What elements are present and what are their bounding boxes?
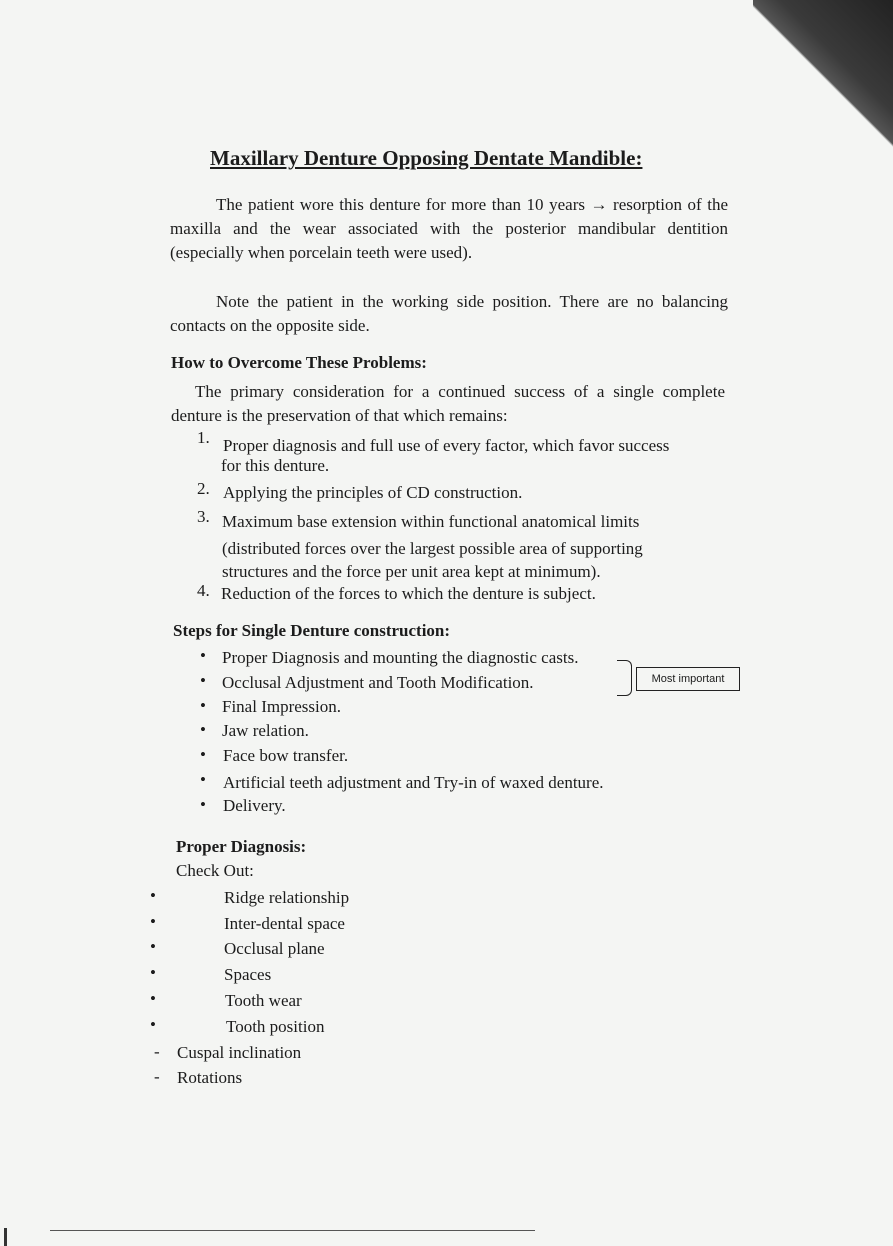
- bullet: •: [200, 671, 206, 690]
- list-item: Applying the principles of CD construction.: [223, 483, 523, 502]
- list-item: for this denture.: [221, 456, 330, 475]
- overcome-heading: How to Overcome These Problems:: [171, 353, 427, 372]
- footer-rule: [50, 1230, 535, 1231]
- diagnosis-dash-item: Cuspal inclination: [177, 1043, 302, 1062]
- bullet: •: [150, 937, 156, 956]
- diagnosis-item: Inter-dental space: [224, 914, 345, 933]
- list-item: (distributed forces over the largest possible area of supporting: [222, 539, 643, 558]
- list-item: Maximum base extension within functional anatomical limits: [222, 512, 640, 531]
- bullet: •: [200, 770, 206, 789]
- list-item: structures and the force per unit area kept at minimum).: [222, 562, 601, 581]
- steps-item: Jaw relation.: [222, 721, 309, 740]
- diagnosis-dash-item: Rotations: [177, 1068, 243, 1087]
- steps-item: Face bow transfer.: [223, 746, 349, 765]
- page-title: Maxillary Denture Opposing Dentate Mandible:: [210, 146, 643, 170]
- bullet: •: [150, 963, 156, 982]
- steps-item: Delivery.: [223, 796, 286, 815]
- steps-heading: Steps for Single Denture construction:: [173, 621, 451, 640]
- scan-shadow-corner: [753, 0, 893, 180]
- steps-item: Artificial teeth adjustment and Try-in of waxed denture.: [223, 773, 604, 792]
- list-item: Reduction of the forces to which the denture is subject.: [221, 584, 596, 603]
- bullet: •: [200, 795, 206, 814]
- diagnosis-heading: Proper Diagnosis:: [176, 837, 307, 856]
- bullet: •: [200, 646, 206, 665]
- steps-item: Proper Diagnosis and mounting the diagnostic casts.: [222, 648, 579, 667]
- list-item: Proper diagnosis and full use of every factor, which favor success: [223, 436, 670, 455]
- scan-edge-mark: [4, 1228, 7, 1246]
- steps-item: Occlusal Adjustment and Tooth Modification.: [222, 673, 534, 692]
- check-out-label: Check Out:: [176, 861, 254, 880]
- steps-item: Final Impression.: [222, 697, 341, 716]
- bullet: •: [150, 1015, 156, 1034]
- list-number: 4.: [197, 581, 210, 600]
- diagnosis-item: Spaces: [224, 965, 272, 984]
- diagnosis-item: Tooth position: [226, 1017, 325, 1036]
- dash-bullet: -: [154, 1067, 160, 1086]
- diagnosis-item: Tooth wear: [225, 991, 302, 1010]
- diagnosis-item: Occlusal plane: [224, 939, 325, 958]
- intro-paragraph: The patient wore this denture for more than 10 years → resorption of the maxilla and the wear associated with the posterior mandibular dentition (especially when porcelain teeth were used).: [170, 195, 728, 262]
- bullet: •: [150, 886, 156, 905]
- brace-mark: [617, 660, 632, 696]
- overcome-intro: The primary consideration for a continued success of a single complete denture is the preservation of that which remains:: [171, 382, 725, 425]
- bullet: •: [200, 696, 206, 715]
- dash-bullet: -: [154, 1042, 160, 1061]
- list-number: 2.: [197, 479, 210, 498]
- bullet: •: [200, 720, 206, 739]
- list-number: 3.: [197, 507, 210, 526]
- bullet: •: [200, 745, 206, 764]
- note-paragraph: Note the patient in the working side position. There are no balancing contacts on the opposite side.: [170, 292, 728, 335]
- bullet: •: [150, 912, 156, 931]
- most-important-callout: Most important: [636, 667, 740, 691]
- diagnosis-item: Ridge relationship: [224, 888, 350, 907]
- list-number: 1.: [197, 428, 210, 447]
- bullet: •: [150, 989, 156, 1008]
